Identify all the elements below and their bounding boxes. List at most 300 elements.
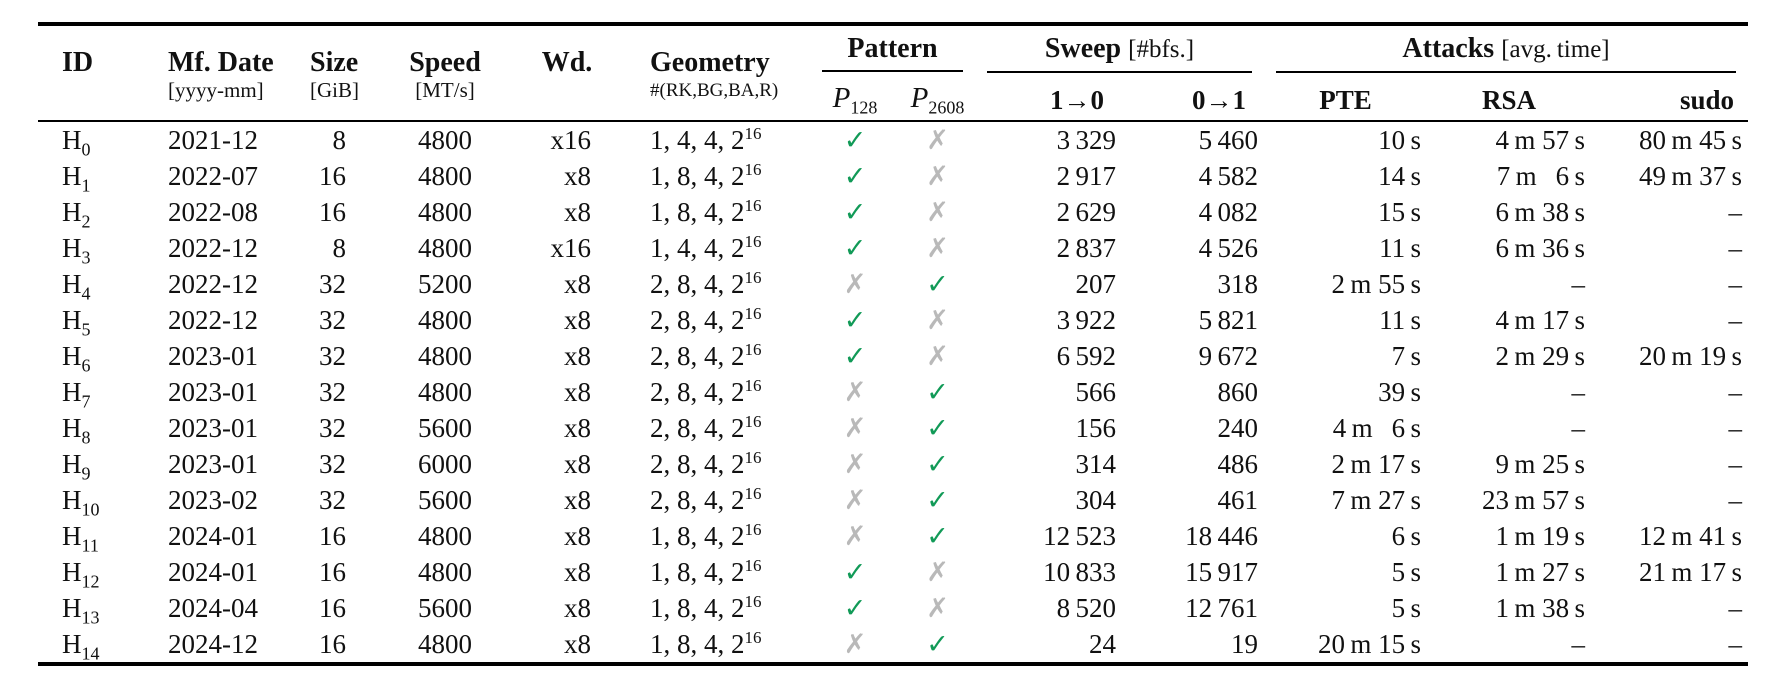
geometry-base: 1, 8, 4, 2: [650, 556, 745, 587]
sweep-0to1-value: 4 582: [1198, 160, 1259, 191]
geometry-base: 1, 8, 4, 2: [650, 196, 745, 227]
attack-pte-time: 14 s: [1378, 160, 1422, 191]
width-value: x8: [564, 160, 591, 191]
cross-icon: ✗: [843, 520, 867, 552]
device-id-subscript: 14: [81, 642, 100, 663]
speed-label: Speed: [409, 47, 481, 78]
attack-sudo-time: 49 m 37 s: [1638, 160, 1743, 191]
attack-sudo-time: –: [1728, 376, 1743, 407]
col-header-speed: [350, 24, 540, 121]
col-header-pattern-2608: [900, 80, 975, 121]
size-value: 32: [319, 304, 346, 335]
speed-value: 6000: [418, 448, 472, 479]
device-id-subscript: 6: [81, 354, 91, 375]
check-icon: ✓: [926, 628, 949, 660]
cross-icon: ✗: [843, 628, 867, 660]
cross-icon: ✗: [843, 412, 867, 444]
col-header-pte: PTE: [1319, 84, 1372, 115]
cross-icon: ✗: [926, 304, 949, 336]
sweep-0to1-value: 5 821: [1198, 304, 1259, 335]
check-icon: ✓: [843, 592, 867, 624]
device-id-base: H: [62, 412, 82, 443]
attack-sudo-time: –: [1728, 412, 1743, 443]
table-row: [38, 338, 1748, 374]
geometry-exponent: 16: [744, 231, 762, 251]
mf-date-value: 2021-12: [168, 124, 258, 155]
device-id: [38, 554, 160, 590]
col-header-sudo: sudo: [1679, 84, 1735, 115]
sweep-1to0-value: 3 329: [1056, 124, 1116, 155]
pattern-2608-symbol: P: [910, 81, 929, 114]
cross-icon: ✗: [843, 484, 867, 516]
device-id-subscript: 12: [81, 570, 100, 591]
device-id: [38, 374, 160, 410]
attack-rsa-time: –: [1571, 376, 1586, 407]
speed-value: 4800: [418, 304, 472, 335]
device-id-base: H: [62, 376, 82, 407]
device-id: [38, 338, 160, 374]
sweep-1to0-value: 24: [1089, 628, 1116, 659]
cross-icon: ✗: [926, 232, 949, 264]
geometry-exponent: 16: [744, 303, 762, 323]
mf-date-unit: [yyyy-mm]: [168, 78, 264, 102]
table-body: [38, 121, 1748, 664]
attack-rsa-time: –: [1571, 268, 1586, 299]
device-id-base: H: [62, 592, 82, 623]
mf-date-value: 2023-01: [168, 412, 258, 443]
table-row: [38, 230, 1748, 266]
attack-sudo-time: –: [1728, 304, 1743, 335]
dram-modules-table: [38, 22, 1748, 666]
cross-icon: ✗: [926, 196, 949, 228]
geometry-base: 1, 8, 4, 2: [650, 592, 745, 623]
check-icon: ✓: [843, 124, 867, 156]
sweep-0to1-value: 4 082: [1198, 196, 1259, 227]
attack-pte-time: 11 s: [1379, 304, 1422, 335]
check-icon: ✓: [926, 448, 949, 480]
device-id: [38, 482, 160, 518]
cross-icon: ✗: [926, 556, 949, 588]
attack-rsa-time: 6 m 36 s: [1495, 232, 1586, 263]
sweep-0to1-value: 18 446: [1185, 520, 1259, 551]
col-header-size: [310, 24, 359, 121]
table-row: [38, 482, 1748, 518]
speed-value: 4800: [418, 160, 472, 191]
table-row: [38, 194, 1748, 230]
width-value: x8: [564, 196, 591, 227]
size-value: 32: [319, 376, 346, 407]
attack-sudo-time: –: [1728, 484, 1743, 515]
table-row: [38, 374, 1748, 410]
device-id-base: H: [62, 340, 82, 371]
attack-sudo-time: 21 m 17 s: [1638, 556, 1743, 587]
sweep-1to0-value: 156: [1075, 412, 1116, 443]
geometry-unit: #(RK,BG,BA,R): [650, 80, 779, 101]
check-icon: ✓: [926, 520, 949, 552]
geometry-value: [594, 302, 810, 338]
size-value: 16: [319, 556, 346, 587]
cross-icon: ✗: [926, 340, 949, 372]
mf-date-value: 2023-01: [168, 448, 258, 479]
speed-value: 5600: [418, 484, 472, 515]
geometry-base: 1, 8, 4, 2: [650, 628, 745, 659]
geometry-value: [594, 446, 810, 482]
mf-date-value: 2023-01: [168, 376, 258, 407]
sweep-0to1-value: 486: [1217, 448, 1259, 479]
attack-rsa-time: 6 m 38 s: [1495, 196, 1586, 227]
size-unit: [GiB]: [310, 78, 359, 102]
device-id-base: H: [62, 124, 82, 155]
sweep-1to0-value: 207: [1075, 268, 1116, 299]
pattern-group-label: Pattern: [847, 33, 938, 64]
attack-pte-time: 5 s: [1391, 556, 1422, 587]
pattern-group-header: [810, 24, 975, 80]
cross-icon: ✗: [843, 376, 867, 408]
attack-rsa-time: 1 m 19 s: [1495, 520, 1586, 551]
mf-date-value: 2024-01: [168, 556, 258, 587]
size-value: 32: [319, 484, 346, 515]
geometry-value: [594, 374, 810, 410]
pattern-2608-subscript: 2608: [928, 97, 965, 118]
geometry-exponent: 16: [744, 375, 762, 395]
check-icon: ✓: [926, 268, 949, 300]
device-id-base: H: [62, 232, 82, 263]
geometry-base: 2, 8, 4, 2: [650, 340, 745, 371]
size-value: 16: [319, 196, 346, 227]
attack-rsa-time: 9 m 25 s: [1495, 448, 1586, 479]
attack-pte-time: 7 m 27 s: [1331, 484, 1422, 515]
width-value: x8: [564, 628, 591, 659]
mf-date-value: 2023-01: [168, 340, 258, 371]
attack-rsa-time: 23 m 57 s: [1481, 484, 1586, 515]
sweep-1to0-value: 2 917: [1056, 160, 1116, 191]
attack-rsa-time: 1 m 27 s: [1495, 556, 1586, 587]
geometry-value: [594, 121, 810, 158]
sweep-1to0-value: 6 592: [1056, 340, 1116, 371]
speed-value: 5200: [418, 268, 472, 299]
geometry-exponent: 16: [744, 123, 762, 143]
speed-value: 4800: [418, 628, 472, 659]
table-row: [38, 554, 1748, 590]
width-value: x16: [550, 124, 591, 155]
table-row: [38, 266, 1748, 302]
device-id-subscript: 0: [81, 138, 91, 159]
width-value: x16: [550, 232, 591, 263]
geometry-base: 2, 8, 4, 2: [650, 376, 745, 407]
table-row: [38, 410, 1748, 446]
device-id: [38, 194, 160, 230]
speed-value: 4800: [418, 520, 472, 551]
attack-sudo-time: –: [1728, 232, 1743, 263]
geometry-base: 2, 8, 4, 2: [650, 268, 745, 299]
col-header-mf-date: [160, 24, 310, 121]
width-value: x8: [564, 412, 591, 443]
attacks-group-unit: [avg. time]: [1501, 36, 1610, 63]
sweep-0to1-value: 12 761: [1185, 592, 1259, 623]
geometry-base: 1, 4, 4, 2: [650, 232, 745, 263]
geometry-base: 2, 8, 4, 2: [650, 448, 745, 479]
attacks-group-header: [1264, 24, 1748, 80]
group-header-row: [38, 24, 1748, 80]
geometry-exponent: 16: [744, 195, 762, 215]
mf-date-value: 2024-01: [168, 520, 258, 551]
geometry-exponent: 16: [744, 411, 762, 431]
attack-rsa-time: –: [1571, 412, 1586, 443]
mf-date-value: 2022-12: [168, 268, 258, 299]
device-id-subscript: 1: [81, 174, 91, 195]
attack-sudo-time: –: [1728, 592, 1743, 623]
geometry-value: [594, 158, 810, 194]
device-id-base: H: [62, 628, 82, 659]
geometry-base: 2, 8, 4, 2: [650, 304, 745, 335]
sweep-1to0-value: 10 833: [1043, 556, 1116, 587]
attack-pte-time: 39 s: [1378, 376, 1422, 407]
sweep-1to0-value: 566: [1075, 376, 1116, 407]
device-id: [38, 626, 160, 664]
col-header-id: [38, 24, 160, 121]
device-id-subscript: 3: [81, 246, 91, 267]
size-value: 32: [319, 340, 346, 371]
mf-date-value: 2022-12: [168, 232, 258, 263]
size-value: 32: [319, 412, 346, 443]
col-header-rsa: RSA: [1482, 84, 1537, 115]
device-id-base: H: [62, 268, 82, 299]
geometry-value: [594, 266, 810, 302]
sweep-0to1-value: 19: [1231, 628, 1259, 659]
speed-unit: [MT/s]: [415, 78, 475, 102]
table-row: [38, 518, 1748, 554]
mf-date-value: 2024-12: [168, 628, 258, 659]
geometry-value: [594, 338, 810, 374]
cross-icon: ✗: [926, 592, 949, 624]
sweep-0to1-value: 15 917: [1185, 556, 1259, 587]
device-id: [38, 158, 160, 194]
geometry-base: 2, 8, 4, 2: [650, 484, 745, 515]
table-row: [38, 158, 1748, 194]
attack-rsa-time: 1 m 38 s: [1495, 592, 1586, 623]
width-value: x8: [564, 304, 591, 335]
device-id-subscript: 9: [81, 462, 91, 483]
attack-sudo-time: 20 m 19 s: [1638, 340, 1743, 371]
attack-sudo-time: –: [1728, 628, 1743, 659]
geometry-exponent: 16: [744, 267, 762, 287]
sweep-1to0-value: 314: [1075, 448, 1116, 479]
attack-pte-time: 2 m 55 s: [1331, 268, 1422, 299]
col-header-pattern-128: [810, 80, 900, 121]
attack-rsa-time: 4 m 17 s: [1495, 304, 1586, 335]
device-id-subscript: 4: [81, 282, 91, 303]
width-value: x8: [564, 448, 591, 479]
mf-date-value: 2022-08: [168, 196, 258, 227]
sweep-0to1-value: 461: [1217, 484, 1259, 515]
table-row: [38, 121, 1748, 158]
attack-pte-time: 5 s: [1391, 592, 1422, 623]
device-id-subscript: 11: [81, 534, 99, 555]
sweep-1to0-value: 2 629: [1056, 196, 1116, 227]
device-id: [38, 121, 160, 158]
attack-rsa-time: –: [1571, 628, 1586, 659]
sweep-1to0-value: 2 837: [1056, 232, 1116, 263]
cross-icon: ✗: [926, 124, 949, 156]
device-id: [38, 230, 160, 266]
attack-sudo-time: 80 m 45 s: [1638, 124, 1743, 155]
check-icon: ✓: [843, 196, 867, 228]
sweep-0to1-value: 9 672: [1198, 340, 1259, 371]
cross-icon: ✗: [843, 268, 867, 300]
size-value: 16: [319, 520, 346, 551]
attack-pte-time: 7 s: [1391, 340, 1422, 371]
device-id: [38, 590, 160, 626]
geometry-exponent: 16: [744, 519, 762, 539]
device-id-subscript: 2: [81, 210, 91, 231]
attack-pte-time: 6 s: [1391, 520, 1422, 551]
size-value: 16: [319, 628, 346, 659]
device-id: [38, 446, 160, 482]
speed-value: 5600: [418, 592, 472, 623]
mf-date-value: 2022-12: [168, 304, 258, 335]
geometry-value: [594, 194, 810, 230]
device-id-subscript: 8: [81, 426, 91, 447]
attack-pte-time: 4 m 6 s: [1332, 412, 1422, 443]
attack-pte-time: 2 m 17 s: [1331, 448, 1422, 479]
size-value: 16: [319, 592, 346, 623]
device-id-base: H: [62, 556, 82, 587]
attack-rsa-time: 4 m 57 s: [1495, 124, 1586, 155]
device-id-base: H: [62, 448, 82, 479]
col-header-sweep-0to1: 0→1: [1192, 84, 1247, 115]
pattern-128-subscript: 128: [850, 97, 878, 118]
check-icon: ✓: [926, 484, 949, 516]
size-value: 32: [319, 268, 346, 299]
geometry-base: 1, 4, 4, 2: [650, 124, 745, 155]
col-header-sweep-1to0: 1→0: [1050, 84, 1104, 115]
attacks-group-label: Attacks: [1402, 33, 1495, 64]
device-id-subscript: 10: [81, 498, 100, 519]
device-id: [38, 266, 160, 302]
attack-sudo-time: –: [1728, 448, 1743, 479]
sweep-1to0-value: 8 520: [1056, 592, 1116, 623]
sweep-0to1-value: 318: [1217, 268, 1259, 299]
geometry-exponent: 16: [744, 591, 762, 611]
width-value: x8: [564, 268, 591, 299]
mf-date-label: Mf. Date: [168, 47, 274, 78]
device-id: [38, 302, 160, 338]
attack-pte-time: 11 s: [1379, 232, 1422, 263]
attack-rsa-time: 7 m 6 s: [1496, 160, 1586, 191]
geometry-exponent: 16: [744, 447, 762, 467]
cross-icon: ✗: [926, 160, 949, 192]
mf-date-value: 2023-02: [168, 484, 258, 515]
sweep-1to0-value: 3 922: [1056, 304, 1116, 335]
size-value: 8: [332, 124, 346, 155]
geometry-label: Geometry: [650, 47, 770, 78]
mf-date-value: 2022-07: [168, 160, 258, 191]
width-value: x8: [564, 376, 591, 407]
speed-value: 4800: [418, 196, 472, 227]
width-value: x8: [564, 484, 591, 515]
pattern-group-rule: [822, 34, 963, 72]
sweep-group-header: [975, 24, 1264, 80]
geometry-base: 2, 8, 4, 2: [650, 412, 745, 443]
geometry-exponent: 16: [744, 159, 762, 179]
col-header-geometry: [594, 24, 810, 121]
attack-sudo-time: 12 m 41 s: [1638, 520, 1743, 551]
check-icon: ✓: [926, 376, 949, 408]
check-icon: ✓: [843, 556, 867, 588]
sweep-0to1-value: 240: [1217, 412, 1259, 443]
table-row: [38, 590, 1748, 626]
check-icon: ✓: [843, 340, 867, 372]
width-value: x8: [564, 556, 591, 587]
size-value: 8: [332, 232, 346, 263]
col-header-wd: [540, 24, 594, 121]
attack-pte-time: 20 m 15 s: [1317, 628, 1422, 659]
geometry-value: [594, 518, 810, 554]
device-id-base: H: [62, 520, 82, 551]
geometry-exponent: 16: [744, 339, 762, 359]
speed-value: 5600: [418, 412, 472, 443]
width-value: x8: [564, 340, 591, 371]
geometry-value: [594, 626, 810, 664]
geometry-value: [594, 482, 810, 518]
device-id: [38, 518, 160, 554]
attack-rsa-time: 2 m 29 s: [1495, 340, 1586, 371]
geometry-value: [594, 554, 810, 590]
geometry-exponent: 16: [744, 555, 762, 575]
geometry-value: [594, 410, 810, 446]
width-value: x8: [564, 592, 591, 623]
attack-sudo-time: –: [1728, 196, 1743, 227]
size-value: 32: [319, 448, 346, 479]
attack-pte-time: 10 s: [1378, 124, 1422, 155]
geometry-exponent: 16: [744, 627, 762, 647]
sweep-0to1-value: 860: [1217, 376, 1259, 407]
sweep-group-label: Sweep: [1044, 33, 1122, 64]
cross-icon: ✗: [843, 448, 867, 480]
device-id-subscript: 13: [81, 606, 100, 627]
table-header: [38, 24, 1748, 121]
device-id-base: H: [62, 304, 82, 335]
device-id-base: H: [62, 160, 82, 191]
sweep-0to1-value: 5 460: [1198, 124, 1259, 155]
attack-pte-time: 15 s: [1378, 196, 1422, 227]
check-icon: ✓: [843, 160, 867, 192]
device-id-base: H: [62, 196, 82, 227]
pattern-128-symbol: P: [832, 81, 851, 114]
sweep-group-unit: [#bfs.]: [1128, 36, 1195, 63]
geometry-base: 1, 8, 4, 2: [650, 520, 745, 551]
sweep-group-rule: [987, 34, 1252, 73]
geometry-value: [594, 230, 810, 266]
device-id-subscript: 5: [81, 318, 91, 339]
speed-value: 4800: [418, 340, 472, 371]
wd-label: Wd.: [541, 47, 593, 78]
speed-value: 4800: [418, 556, 472, 587]
speed-value: 4800: [418, 376, 472, 407]
geometry-value: [594, 590, 810, 626]
size-value: 16: [319, 160, 346, 191]
speed-value: 4800: [418, 232, 472, 263]
check-icon: ✓: [843, 232, 867, 264]
sweep-0to1-value: 4 526: [1198, 232, 1259, 263]
geometry-exponent: 16: [744, 483, 762, 503]
device-id-base: H: [62, 484, 82, 515]
sweep-1to0-value: 12 523: [1043, 520, 1116, 551]
check-icon: ✓: [926, 412, 949, 444]
mf-date-value: 2024-04: [168, 592, 258, 623]
table-row: [38, 446, 1748, 482]
attacks-group-rule: [1276, 34, 1736, 73]
